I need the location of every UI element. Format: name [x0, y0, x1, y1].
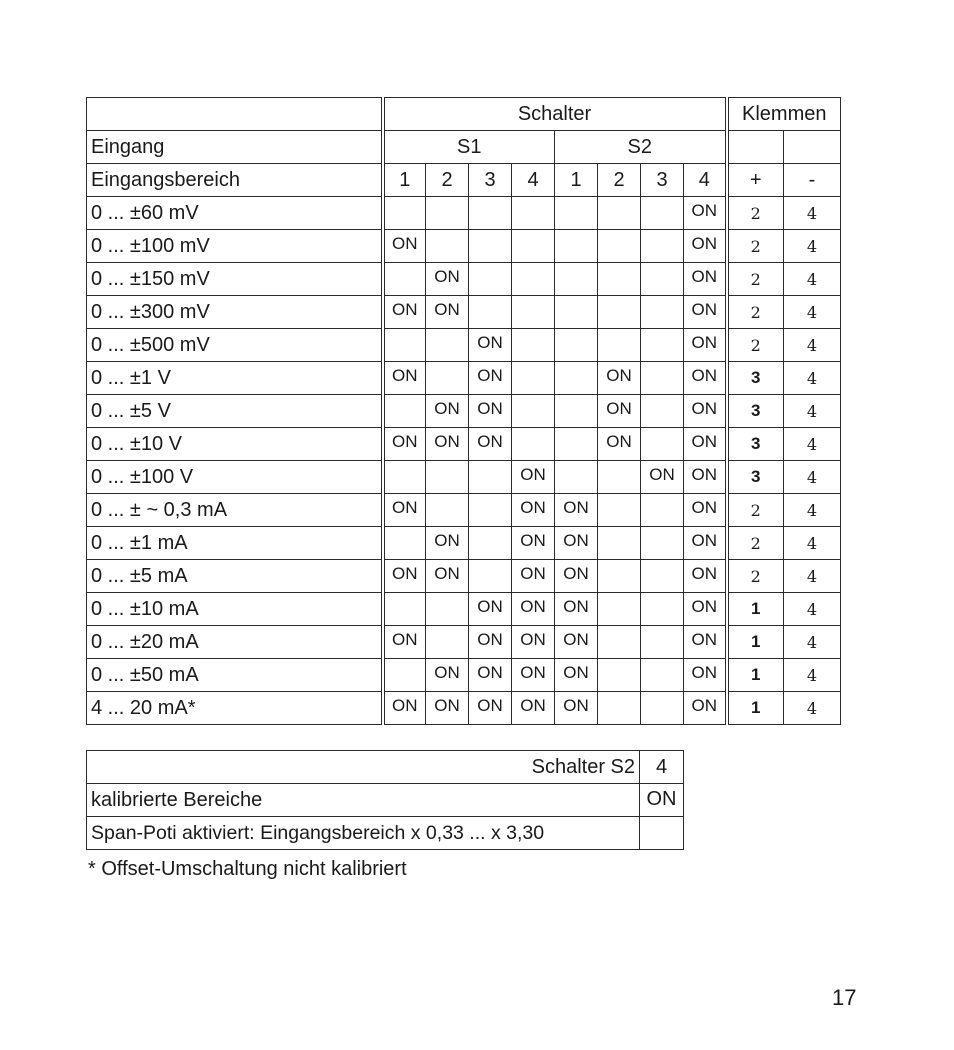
klemme-plus-cell: 2 [727, 560, 784, 593]
s2-switch-cell: ON [684, 527, 727, 560]
klemmen-minus-header: - [784, 164, 841, 197]
range-label: 0 ... ±10 V [87, 428, 383, 461]
s1-switch-cell [512, 362, 555, 395]
s2-switch-cell [555, 263, 598, 296]
range-label: 4 ... 20 mA* [87, 692, 383, 725]
s1-switch-cell: ON [426, 692, 469, 725]
s1-switch-cell [426, 626, 469, 659]
s2-switch-cell: ON [684, 494, 727, 527]
switch-number: 4 [512, 164, 555, 197]
footnote: * Offset-Umschaltung nicht kalibriert [88, 858, 407, 880]
s2-switch-cell [641, 593, 684, 626]
calibration-row [87, 784, 684, 817]
s1-switch-cell [512, 395, 555, 428]
s2-switch-cell [555, 428, 598, 461]
s2-switch-cell [598, 593, 641, 626]
s2-switch-cell: ON [684, 560, 727, 593]
s1-switch-cell: ON [383, 560, 426, 593]
klemme-minus-cell: 4 [784, 329, 841, 362]
range-label: 0 ... ±100 mV [87, 230, 383, 263]
klemme-plus-cell: 2 [727, 296, 784, 329]
s1-switch-cell [383, 263, 426, 296]
s1-switch-cell [383, 659, 426, 692]
range-label: 0 ... ±5 V [87, 395, 383, 428]
range-label: 0 ... ± ~ 0,3 mA [87, 494, 383, 527]
s2-switch-cell [555, 296, 598, 329]
range-label: 0 ... ±1 V [87, 362, 383, 395]
s2-switch-cell: ON [684, 626, 727, 659]
s2-switch-cell: ON [555, 494, 598, 527]
klemme-minus-cell: 4 [784, 461, 841, 494]
s1-switch-cell: ON [426, 428, 469, 461]
range-label: 0 ... ±5 mA [87, 560, 383, 593]
s1-switch-cell: ON [469, 659, 512, 692]
s2-switch-cell [641, 329, 684, 362]
s1-switch-cell [426, 329, 469, 362]
s2-switch-cell: ON [598, 395, 641, 428]
s2-switch-cell: ON [684, 197, 727, 230]
s2-switch-cell: ON [555, 659, 598, 692]
s2-switch-cell [598, 230, 641, 263]
klemme-plus-cell: 3 [727, 461, 784, 494]
switch-4-label: 4 [640, 751, 684, 784]
s1-switch-cell [383, 197, 426, 230]
s1-switch-cell [469, 494, 512, 527]
s1-switch-cell [426, 461, 469, 494]
table-row [87, 593, 841, 626]
table-row [87, 494, 841, 527]
page-number: 17 [832, 985, 857, 1010]
s1-header: S1 [383, 131, 555, 164]
range-label: 0 ... ±500 mV [87, 329, 383, 362]
s1-switch-cell [469, 560, 512, 593]
s1-switch-cell: ON [383, 296, 426, 329]
empty-header-cell [87, 98, 383, 131]
s2-switch-cell [598, 263, 641, 296]
s1-switch-cell [512, 230, 555, 263]
s2-switch-cell [555, 230, 598, 263]
klemmen-plus-header: + [727, 164, 784, 197]
klemme-minus-cell: 4 [784, 362, 841, 395]
s2-switch-cell: ON [684, 263, 727, 296]
s1-switch-cell: ON [426, 560, 469, 593]
s1-switch-cell [383, 329, 426, 362]
s2-switch-cell: ON [684, 230, 727, 263]
klemme-plus-cell: 3 [727, 395, 784, 428]
range-label: 0 ... ±20 mA [87, 626, 383, 659]
s1-switch-cell [469, 230, 512, 263]
table-row [87, 560, 841, 593]
switch-number: 3 [641, 164, 684, 197]
switch-number: 1 [383, 164, 426, 197]
s1-switch-cell [469, 263, 512, 296]
switch-number: 2 [426, 164, 469, 197]
s2-switch-cell: ON [684, 395, 727, 428]
s2-switch-cell [555, 197, 598, 230]
klemme-plus-cell: 2 [727, 329, 784, 362]
s2-switch-cell [641, 197, 684, 230]
header-row-eingangsbereich [87, 164, 841, 197]
switch-settings-table [86, 97, 841, 725]
s2-switch-cell [555, 395, 598, 428]
s1-switch-cell [512, 329, 555, 362]
klemme-plus-cell: 1 [727, 659, 784, 692]
table-row [87, 395, 841, 428]
table-row [87, 197, 841, 230]
s1-switch-cell: ON [469, 329, 512, 362]
table-row [87, 263, 841, 296]
s1-switch-cell: ON [426, 659, 469, 692]
s2-switch-cell: ON [641, 461, 684, 494]
header-row-eingang [87, 131, 841, 164]
kalibrierte-bereiche-label: kalibrierte Bereiche [87, 784, 640, 817]
s1-switch-cell [426, 197, 469, 230]
s2-switch-cell [641, 395, 684, 428]
s1-switch-cell: ON [426, 296, 469, 329]
s2-switch-cell [598, 197, 641, 230]
klemme-minus-cell: 4 [784, 296, 841, 329]
s1-switch-cell: ON [469, 428, 512, 461]
s2-switch-cell: ON [555, 527, 598, 560]
s1-switch-cell: ON [512, 692, 555, 725]
span-poti-row [87, 817, 684, 850]
s2-switch-cell [598, 296, 641, 329]
range-label: 0 ... ±300 mV [87, 296, 383, 329]
table-row [87, 329, 841, 362]
s2-switch-cell [598, 692, 641, 725]
s1-switch-cell [469, 527, 512, 560]
klemme-plus-cell: 1 [727, 692, 784, 725]
klemmen-plus-blank [727, 131, 784, 164]
s2-switch-cell: ON [555, 593, 598, 626]
s2-switch-cell [555, 362, 598, 395]
s1-switch-cell: ON [469, 626, 512, 659]
eingangsbereich-label: Eingangsbereich [87, 164, 383, 197]
s2-switch-cell [641, 659, 684, 692]
klemme-plus-cell: 2 [727, 197, 784, 230]
klemme-minus-cell: 4 [784, 230, 841, 263]
s2-switch-cell [598, 659, 641, 692]
klemme-minus-cell: 4 [784, 593, 841, 626]
switch-number: 1 [555, 164, 598, 197]
klemme-minus-cell: 4 [784, 692, 841, 725]
s1-switch-cell [426, 494, 469, 527]
s2-switch-cell [555, 329, 598, 362]
s1-switch-cell: ON [383, 692, 426, 725]
klemme-minus-cell: 4 [784, 263, 841, 296]
s2-switch-cell: ON [598, 428, 641, 461]
s1-switch-cell [383, 527, 426, 560]
span-poti-value [640, 817, 684, 850]
range-label: 0 ... ±1 mA [87, 527, 383, 560]
s1-switch-cell: ON [512, 461, 555, 494]
s2-switch-cell: ON [684, 659, 727, 692]
s1-switch-cell: ON [426, 527, 469, 560]
table-row [87, 230, 841, 263]
s1-switch-cell: ON [383, 494, 426, 527]
table-row [87, 692, 841, 725]
klemme-plus-cell: 3 [727, 428, 784, 461]
s1-switch-cell: ON [383, 428, 426, 461]
s1-switch-cell: ON [383, 626, 426, 659]
s2-switch-cell [641, 560, 684, 593]
eingang-label: Eingang [87, 131, 383, 164]
s2-switch-cell [598, 626, 641, 659]
table-row [87, 659, 841, 692]
s1-switch-cell [512, 296, 555, 329]
s2-switch-cell [598, 527, 641, 560]
klemme-plus-cell: 2 [727, 527, 784, 560]
s2-switch-cell: ON [555, 560, 598, 593]
klemme-plus-cell: 1 [727, 593, 784, 626]
s1-switch-cell [512, 197, 555, 230]
s2-switch-cell [641, 230, 684, 263]
table-row [87, 362, 841, 395]
s1-switch-cell: ON [469, 692, 512, 725]
switch-number: 4 [684, 164, 727, 197]
s1-switch-cell [383, 593, 426, 626]
s2-switch-cell [641, 527, 684, 560]
header-row-schalter [87, 98, 841, 131]
klemmen-minus-blank [784, 131, 841, 164]
s2-switch-cell [641, 692, 684, 725]
s2-switch-cell: ON [684, 593, 727, 626]
s2-switch-cell: ON [684, 428, 727, 461]
range-label: 0 ... ±100 V [87, 461, 383, 494]
klemme-minus-cell: 4 [784, 659, 841, 692]
klemme-plus-cell: 2 [727, 230, 784, 263]
s1-switch-cell [426, 362, 469, 395]
klemme-minus-cell: 4 [784, 494, 841, 527]
s1-switch-cell: ON [469, 395, 512, 428]
switch-number: 3 [469, 164, 512, 197]
s1-switch-cell [426, 230, 469, 263]
schalter-s2-label: Schalter S2 [87, 751, 640, 784]
s2-switch-cell [598, 329, 641, 362]
s1-switch-cell: ON [469, 593, 512, 626]
klemme-plus-cell: 1 [727, 626, 784, 659]
s1-switch-cell [469, 461, 512, 494]
s1-switch-cell: ON [426, 263, 469, 296]
s1-switch-cell [469, 197, 512, 230]
s2-switch-cell [598, 494, 641, 527]
s1-switch-cell [383, 395, 426, 428]
s2-switch-cell [641, 428, 684, 461]
s1-switch-cell: ON [512, 494, 555, 527]
s1-switch-cell: ON [383, 230, 426, 263]
s2-switch-cell [641, 626, 684, 659]
s2-switch-cell: ON [684, 296, 727, 329]
s1-switch-cell: ON [426, 395, 469, 428]
s2-switch-cell: ON [598, 362, 641, 395]
table-row [87, 296, 841, 329]
calibration-header-row [87, 751, 684, 784]
s2-switch-cell: ON [684, 461, 727, 494]
s1-switch-cell [512, 428, 555, 461]
range-label: 0 ... ±10 mA [87, 593, 383, 626]
klemme-plus-cell: 2 [727, 263, 784, 296]
klemmen-header: Klemmen [727, 98, 841, 131]
s1-switch-cell: ON [512, 593, 555, 626]
s2-switch-cell [641, 362, 684, 395]
s2-switch-cell: ON [555, 626, 598, 659]
range-label: 0 ... ±50 mA [87, 659, 383, 692]
s1-switch-cell: ON [512, 527, 555, 560]
kalibrierte-bereiche-value: ON [640, 784, 684, 817]
table-row [87, 626, 841, 659]
klemme-minus-cell: 4 [784, 197, 841, 230]
table-row [87, 527, 841, 560]
table-row [87, 461, 841, 494]
s1-switch-cell [426, 593, 469, 626]
klemme-minus-cell: 4 [784, 626, 841, 659]
s1-switch-cell: ON [383, 362, 426, 395]
klemme-minus-cell: 4 [784, 527, 841, 560]
s2-switch-cell: ON [555, 692, 598, 725]
klemme-minus-cell: 4 [784, 428, 841, 461]
s2-switch-cell [598, 461, 641, 494]
table-row [87, 428, 841, 461]
s2-switch-cell [598, 560, 641, 593]
s1-switch-cell: ON [469, 362, 512, 395]
s2-switch-cell: ON [684, 329, 727, 362]
klemme-plus-cell: 2 [727, 494, 784, 527]
s1-switch-cell [383, 461, 426, 494]
s2-switch-cell [641, 494, 684, 527]
s1-switch-cell [512, 263, 555, 296]
s2-switch-cell: ON [684, 362, 727, 395]
klemme-minus-cell: 4 [784, 395, 841, 428]
s1-switch-cell [469, 296, 512, 329]
s1-switch-cell: ON [512, 659, 555, 692]
s2-switch-cell [641, 263, 684, 296]
switch-number: 2 [598, 164, 641, 197]
s2-header: S2 [555, 131, 727, 164]
s2-switch-cell [555, 461, 598, 494]
s2-switch-cell [641, 296, 684, 329]
schalter-header: Schalter [383, 98, 727, 131]
range-label: 0 ... ±60 mV [87, 197, 383, 230]
range-label: 0 ... ±150 mV [87, 263, 383, 296]
calibration-table [86, 750, 684, 850]
s1-switch-cell: ON [512, 626, 555, 659]
s2-switch-cell: ON [684, 692, 727, 725]
klemme-minus-cell: 4 [784, 560, 841, 593]
s1-switch-cell: ON [512, 560, 555, 593]
klemme-plus-cell: 3 [727, 362, 784, 395]
span-poti-label: Span-Poti aktiviert: Eingangsbereich x 0,33 ... x 3,30 [87, 817, 640, 850]
